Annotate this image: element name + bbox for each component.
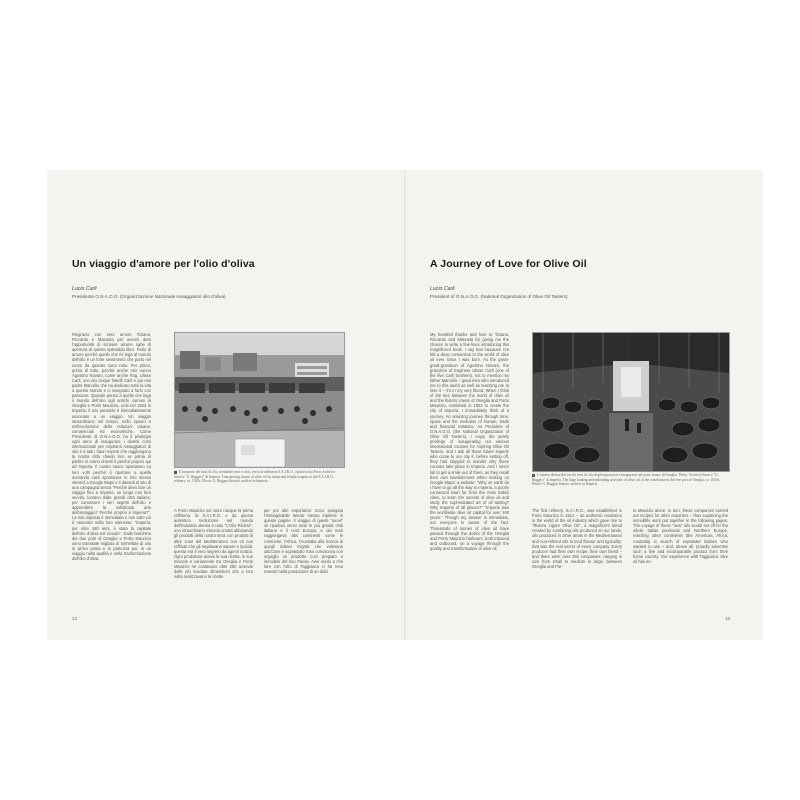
left-page xyxy=(47,170,405,640)
caption-marker-icon xyxy=(174,471,177,474)
left-page-title: Un viaggio d'amore per l'olio d'oliva xyxy=(72,258,255,270)
right-photo-caption-text: L'interna distesa dei vecchi fusti di olio degli esportatori e imagazzini nel porto franco di Oneglia. Photo: Archivio Storico "G. Ruggeri" di Imperia. The huge loading and unloading activities of olive oil, at the warehouse in the free port of Oneglia, ca. 1920s. Photo: G. Ruggeri historic archive in Imperia xyxy=(532,473,721,486)
left-photo-caption xyxy=(174,470,343,484)
right-photo-warehouse xyxy=(532,332,730,472)
book-spread xyxy=(47,170,763,640)
left-body-column-3: per poi altri esportatori. Ecco spiegata l'immaginabile lasciar messo inpiente in queste pagine. Il viaggio di questi "nuovi" oli ripartiva verso tutte le più grandi città italiane e il nord Europa, e dai mari raggiungeva altri continenti come le Americhe, l'Africa, l'Australia alla ricerca di quegli italiani migrati che volevano utilizzare e soprattutto l'uso conosceva con orgoglio un prodotto così pregiato e immobile del loro Paese. Aver avuto a che fare con l'olio di Taggiasca ci ha reso maestri nella produzione di un dolci xyxy=(264,508,343,575)
left-page-number: 12 xyxy=(72,616,77,621)
right-photo-caption xyxy=(532,473,728,487)
right-body-column-1: My heartfelt thanks and love to Tiziana, Riccardo and Manuela for giving me the chance to write a few lines introducing this magnificent book. I say love because I've felt a deep connection to the world of olive oil ever since I was born. As the great-great-grandson of Agostino Novaro, the grandson of Engineer Ulisse Carli (one of the five Carli brothers), not to mention my father Marcello – great men who introduced me to this world as well as teaching me to love it – it's in my very blood. When I think of the ties between the world of olive oil and the historic towns of Oneglia and Porto Maurizio, combined in 1923 to create the city of Imperia, I immediately think of a journey. An amazing journey through time, space and the evolution of human, trade and financial relations. As President of O.N.A.O.O. (the National Organization of Olive Oil Tasters), I enjoy the yearly privilege of inaugurating our various international courses for Aspiring Olive Oil Tasters, and I ask all those future experts who come to our city if, before setting off, they had stopped to wonder why these courses take place in Imperia. And I never fail to get a smile out of them, as they recall their own bewilderment when looking on Google Maps: a website: "Why on earth do I have to go all the way to Imperia, a poorly connected town far from the main Italian cities, to learn the secrets of olive oil and study the sophisticated art of oil tasting? Why Imperia of all places?" "Imperia was the worldwide olive oil capital for over 160 years." Though my answer is immediate, not everyone is aware of the fact. Thousands of tonnes of olive oil have passed through the docks of the Oneglia and Porto Maurizio harbours, both inbound and outbound, on a voyage through the quality and transformation of olive oil. xyxy=(430,332,509,551)
right-page xyxy=(405,170,763,640)
right-page-title: A Journey of Love for Olive Oil xyxy=(430,258,587,270)
right-body-column-3: to Maurizio alone. In turn, these companies carried out recipes for other exporters – thus explaining the incredible work put together in the following pages. The voyage of these "new" oils would set off for the whole Italian peninsula and Northern Europe, reaching other continents (the Americas, Africa, Australia) in search of expatriate Italians who wanted to use – and, above all, proudly advertise such a fine and incomparable product from their home country. Our experience with Taggiasca olive oil has en- xyxy=(633,508,728,564)
right-body-column-2: The first refinery, S.A.I.R.O., was established in Porto Maurizio in 1912 – an authentic revolution in the world of the oil industry which gave rise to "Riviera Ligure Olive Oil", a magnificent blend created by combining oils produced on our lands, oils produced in other areas in the Mediterranean and non-refined oils to lend flavour and typicality: that was the real secret of every company. Every producer had their own recipe, their own blend – and there were over 250 companies, ranging in size from small to medium to large, between Oneglia and Por- xyxy=(532,508,622,570)
left-page-author: Lucio Carli xyxy=(72,286,97,292)
warehouse-barrels-illustration xyxy=(533,333,729,471)
right-page-number: 13 xyxy=(725,616,730,621)
left-body-column-2: A Porto Maurizio nel 1912 nacque la prima raffineria, la S.A.I.R.O. e da questa autentica rivoluzione nel mondo dell'industria olearia è nato "L'Olio Riviera", uno straordinario miscela creata abbinando gli prodotti della nostra terra con prodotti di altre zone del Mediterraneo con oli non raffinati che gli regalavano sapore e tipicità: questa era il vero segreto da agenti notizia. Ogni produttore aveva la sua ricetta, le sue miscele e variamente tra Oneglia e Porto Maurizio ne contavano oltre 250 aziende delle più svariate dimensioni che a loro volta realizzavano le ricette xyxy=(174,508,253,580)
left-body-column-1: Ringrazio con vero amore Tiziana, Riccardo e Manuela per avermi dato l'opportunità di scrivere alcune righe di apertura di questo splendido libro. Parlo di amore perché quello che mi lega al mondo dell'olio è un forte sentimento che porto nel cuore da quando sono nato. Per primo, prima di tutto, perché anche mio nonno Agostino Novaro, come anche l'Ing. Ulisse Carli, uno dei cinque fratelli Carli e poi mio padre Marcello che ha dedicato tutta la vita a questo mondo e ci insegnato a farlo con passione. Quando penso a quello che lega il mondo dell'olio agli antichi comuni di Oneglia e Porto Maurizio, uniti nel 1923 in Imperia, il mio pensiero è immediatamente associato a un viaggio. Un viaggio straordinario nel tempo, nello spazio e nell'evoluzione delle relazioni umane, commerciali ed economiche. Come Presidente di O.N.A.O.O. ho il privilegio ogni anno di inaugurare i diversi corsi internazionali per Aspiranti Assaggiatori di olio e a tutti i futuri esperti che raggiungono la nostra città chiedo loro se prima di partire si erano chiesti il perché proprio qui ad Imperia. Il nostro nasce spontaneo su loro volti perché (i riportare a quella domanda sarà spontanea in loro stesse stesse) a Google Maps e li davanti al sito di una campagna senza "Perché devo fare un viaggio fino a Imperia, un luogo non ben servito, lontano dalle grandi città italiane, per conoscere i veri segreti dell'olio e apprendere la sofisticata arte dell'assaggio? Perché proprio a Imperia?". La mia risposta è immediata e non tutto ciò è nascosto nella loro interesse: "Imperia, per oltre 160 anni, è stata la capitale dell'olio d'oliva nel mondo". Dalle banchine dei due porti di Oneglia e Porto Maurizio sono transitate migliaia di tonnellate di olio in arrivo prima e in partenza poi, in un viaggio nella qualità e nella trasformazione dell'olio d'oliva. xyxy=(72,332,151,562)
right-page-affiliation: President of O.N.A.O.O. (National Organization of Olive Oil Tasters) xyxy=(430,294,568,299)
right-page-author: Lucio Carli xyxy=(430,286,455,292)
caption-marker-icon xyxy=(532,474,535,477)
left-page-affiliation: Presidente O.N.A.O.O. (Organizzazione Nazionale Assaggiatori olio d'oliva) xyxy=(72,294,226,299)
railway-scene-illustration xyxy=(175,333,344,467)
left-photo-caption-text: Il trasporto dei fusti di olio, mediante treni e carri, verso la raffineria S.A.I.R.O., ripartiva dai Porto Archivio Storico "G. Ruggeri" di Imperia. Transporting drums of olive oil by trains and freight wagons to the S.A.I.R.O. refinery, ca. 1920s. Photo: G. Ruggeri historic archive in Imperia xyxy=(174,470,335,483)
left-photo-train-wagons xyxy=(174,332,345,468)
